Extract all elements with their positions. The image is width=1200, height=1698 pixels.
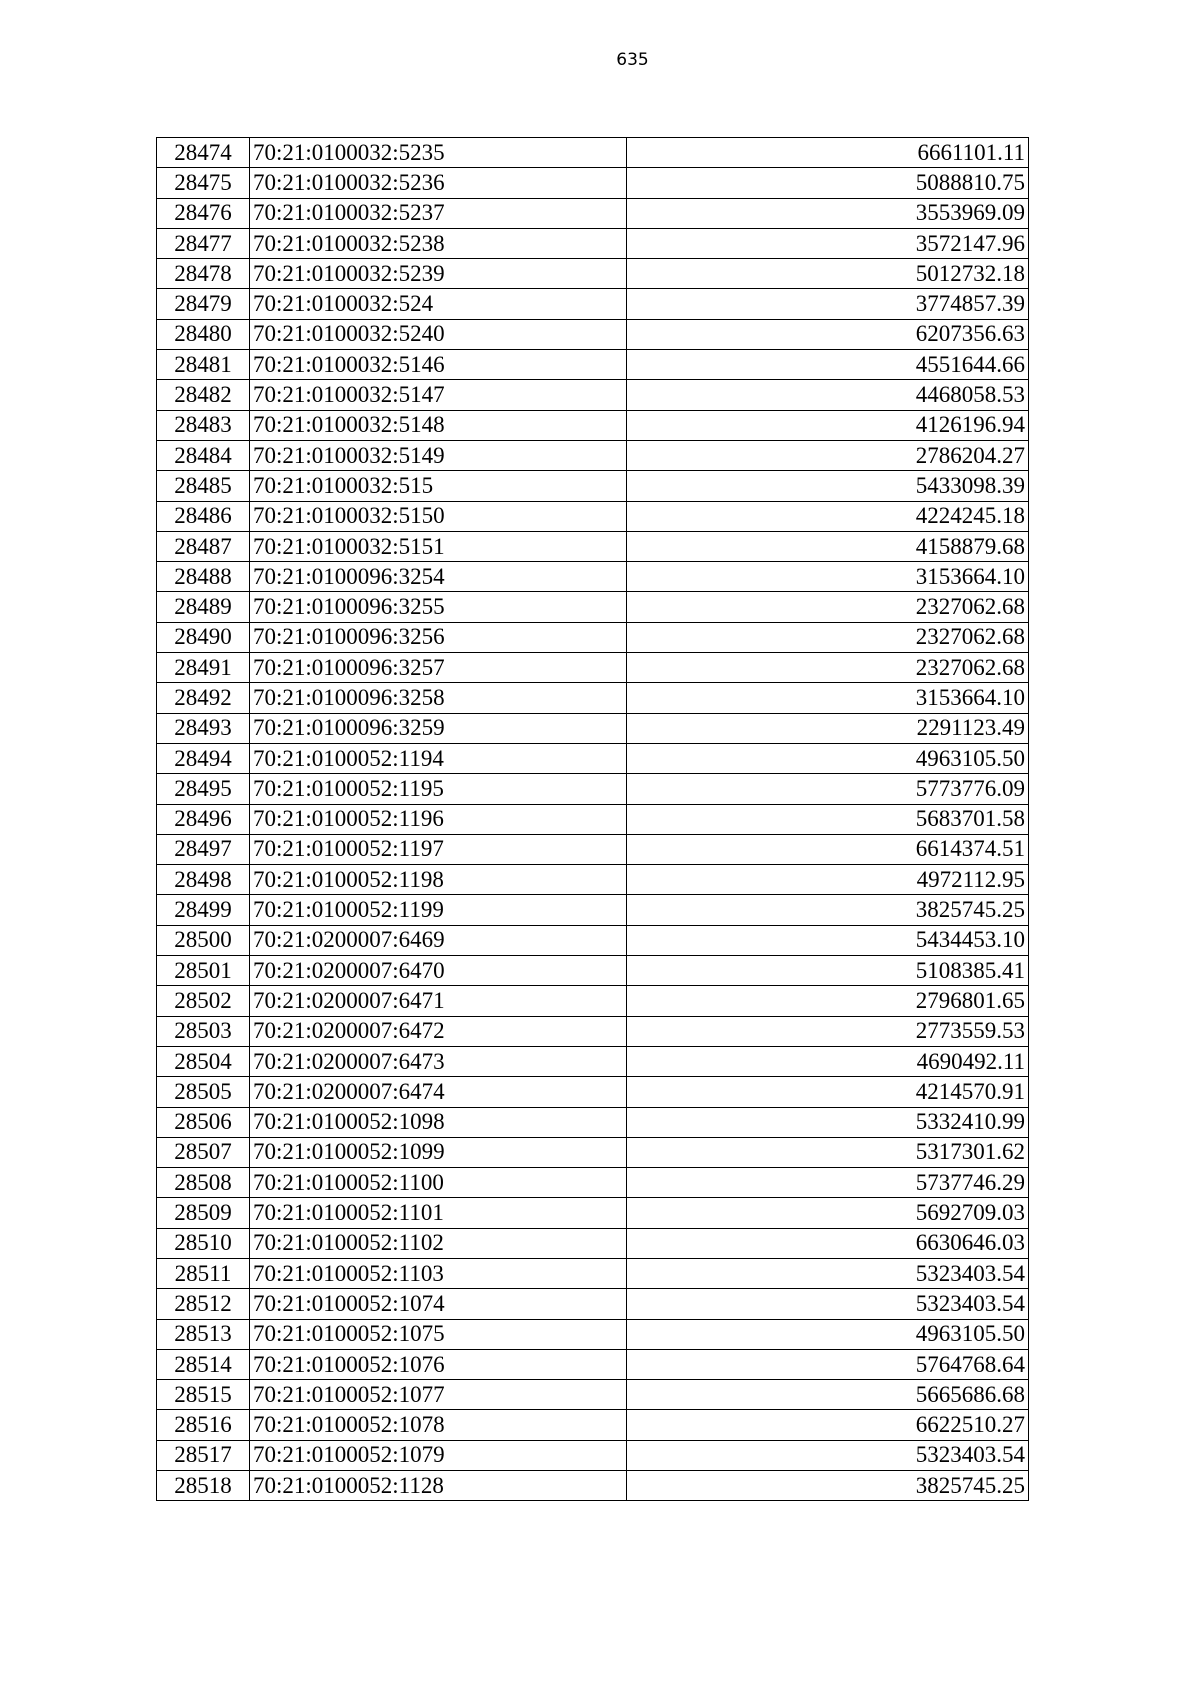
row-number-cell: 28512 — [157, 1289, 250, 1319]
row-number-cell: 28498 — [157, 865, 250, 895]
value-cell: 2773559.53 — [627, 1016, 1029, 1046]
table-row — [157, 1349, 1029, 1379]
table-row — [157, 1198, 1029, 1228]
value-cell: 2796801.65 — [627, 986, 1029, 1016]
value-cell: 5323403.54 — [627, 1289, 1029, 1319]
table-row — [157, 834, 1029, 864]
table-row — [157, 925, 1029, 955]
table-row — [157, 350, 1029, 380]
value-cell: 5692709.03 — [627, 1198, 1029, 1228]
value-cell: 5433098.39 — [627, 471, 1029, 501]
row-number-cell: 28477 — [157, 228, 250, 258]
value-cell: 2327062.68 — [627, 622, 1029, 652]
table-row — [157, 774, 1029, 804]
cadastral-number-cell: 70:21:0100052:1098 — [250, 1107, 627, 1137]
value-cell: 4468058.53 — [627, 380, 1029, 410]
value-cell: 5012732.18 — [627, 259, 1029, 289]
value-cell: 2327062.68 — [627, 653, 1029, 683]
row-number-cell: 28489 — [157, 592, 250, 622]
table-row — [157, 865, 1029, 895]
row-number-cell: 28483 — [157, 410, 250, 440]
value-cell: 5737746.29 — [627, 1168, 1029, 1198]
cadastral-number-cell: 70:21:0100052:1103 — [250, 1258, 627, 1288]
value-cell: 5434453.10 — [627, 925, 1029, 955]
cadastral-value-table — [156, 137, 1029, 1501]
row-number-cell: 28479 — [157, 289, 250, 319]
cadastral-number-cell: 70:21:0100052:1198 — [250, 865, 627, 895]
table-row — [157, 986, 1029, 1016]
value-cell: 4158879.68 — [627, 531, 1029, 561]
row-number-cell: 28476 — [157, 198, 250, 228]
row-number-cell: 28511 — [157, 1258, 250, 1288]
value-cell: 3553969.09 — [627, 198, 1029, 228]
table-row — [157, 683, 1029, 713]
table-row — [157, 1107, 1029, 1137]
row-number-cell: 28505 — [157, 1077, 250, 1107]
cadastral-number-cell: 70:21:0100052:1076 — [250, 1349, 627, 1379]
row-number-cell: 28491 — [157, 653, 250, 683]
cadastral-number-cell: 70:21:0100032:5148 — [250, 410, 627, 440]
cadastral-number-cell: 70:21:0100052:1100 — [250, 1168, 627, 1198]
page-number: 635 — [616, 50, 649, 70]
row-number-cell: 28494 — [157, 743, 250, 773]
row-number-cell: 28493 — [157, 713, 250, 743]
cadastral-number-cell: 70:21:0100052:1128 — [250, 1471, 627, 1501]
row-number-cell: 28484 — [157, 440, 250, 470]
cadastral-number-cell: 70:21:0100052:1099 — [250, 1137, 627, 1167]
row-number-cell: 28509 — [157, 1198, 250, 1228]
row-number-cell: 28490 — [157, 622, 250, 652]
row-number-cell: 28502 — [157, 986, 250, 1016]
value-cell: 5088810.75 — [627, 168, 1029, 198]
value-cell: 4690492.11 — [627, 1046, 1029, 1076]
value-cell: 6622510.27 — [627, 1410, 1029, 1440]
value-cell: 2327062.68 — [627, 592, 1029, 622]
cadastral-number-cell: 70:21:0100032:5151 — [250, 531, 627, 561]
cadastral-number-cell: 70:21:0100032:5239 — [250, 259, 627, 289]
table-row — [157, 1137, 1029, 1167]
row-number-cell: 28501 — [157, 956, 250, 986]
cadastral-number-cell: 70:21:0100032:5235 — [250, 138, 627, 168]
table-row — [157, 562, 1029, 592]
cadastral-number-cell: 70:21:0200007:6473 — [250, 1046, 627, 1076]
value-cell: 4972112.95 — [627, 865, 1029, 895]
row-number-cell: 28500 — [157, 925, 250, 955]
value-cell: 5665686.68 — [627, 1380, 1029, 1410]
value-cell: 5773776.09 — [627, 774, 1029, 804]
table-row — [157, 1440, 1029, 1470]
row-number-cell: 28474 — [157, 138, 250, 168]
value-cell: 5317301.62 — [627, 1137, 1029, 1167]
table-row — [157, 531, 1029, 561]
value-cell: 6614374.51 — [627, 834, 1029, 864]
table-row — [157, 1046, 1029, 1076]
row-number-cell: 28492 — [157, 683, 250, 713]
cadastral-number-cell: 70:21:0100096:3255 — [250, 592, 627, 622]
row-number-cell: 28517 — [157, 1440, 250, 1470]
cadastral-number-cell: 70:21:0100032:5238 — [250, 228, 627, 258]
cadastral-number-cell: 70:21:0100052:1197 — [250, 834, 627, 864]
table-row — [157, 956, 1029, 986]
cadastral-number-cell: 70:21:0100032:515 — [250, 471, 627, 501]
row-number-cell: 28508 — [157, 1168, 250, 1198]
cadastral-number-cell: 70:21:0200007:6470 — [250, 956, 627, 986]
row-number-cell: 28487 — [157, 531, 250, 561]
cadastral-number-cell: 70:21:0100032:5237 — [250, 198, 627, 228]
value-cell: 4214570.91 — [627, 1077, 1029, 1107]
cadastral-number-cell: 70:21:0200007:6472 — [250, 1016, 627, 1046]
row-number-cell: 28495 — [157, 774, 250, 804]
cadastral-number-cell: 70:21:0100032:5236 — [250, 168, 627, 198]
table-row — [157, 622, 1029, 652]
value-cell: 2291123.49 — [627, 713, 1029, 743]
table-row — [157, 1380, 1029, 1410]
row-number-cell: 28518 — [157, 1471, 250, 1501]
value-cell: 4224245.18 — [627, 501, 1029, 531]
value-cell: 4126196.94 — [627, 410, 1029, 440]
cadastral-number-cell: 70:21:0100032:5147 — [250, 380, 627, 410]
table-row — [157, 289, 1029, 319]
value-cell: 5323403.54 — [627, 1440, 1029, 1470]
value-cell: 4551644.66 — [627, 350, 1029, 380]
row-number-cell: 28503 — [157, 1016, 250, 1046]
table-row — [157, 1077, 1029, 1107]
row-number-cell: 28481 — [157, 350, 250, 380]
row-number-cell: 28480 — [157, 319, 250, 349]
cadastral-number-cell: 70:21:0200007:6474 — [250, 1077, 627, 1107]
value-cell: 2786204.27 — [627, 440, 1029, 470]
value-cell: 6630646.03 — [627, 1228, 1029, 1258]
value-cell: 6661101.11 — [627, 138, 1029, 168]
cadastral-number-cell: 70:21:0100052:1078 — [250, 1410, 627, 1440]
cadastral-number-cell: 70:21:0100096:3257 — [250, 653, 627, 683]
value-cell: 3825745.25 — [627, 895, 1029, 925]
value-cell: 3774857.39 — [627, 289, 1029, 319]
cadastral-number-cell: 70:21:0100052:1101 — [250, 1198, 627, 1228]
table-row — [157, 1289, 1029, 1319]
value-cell: 3825745.25 — [627, 1471, 1029, 1501]
row-number-cell: 28510 — [157, 1228, 250, 1258]
cadastral-number-cell: 70:21:0100032:5149 — [250, 440, 627, 470]
row-number-cell: 28504 — [157, 1046, 250, 1076]
cadastral-number-cell: 70:21:0100052:1079 — [250, 1440, 627, 1470]
value-cell: 5108385.41 — [627, 956, 1029, 986]
row-number-cell: 28497 — [157, 834, 250, 864]
table-row — [157, 1471, 1029, 1501]
table-row — [157, 1258, 1029, 1288]
row-number-cell: 28485 — [157, 471, 250, 501]
table-row — [157, 319, 1029, 349]
table-row — [157, 804, 1029, 834]
row-number-cell: 28516 — [157, 1410, 250, 1440]
cadastral-number-cell: 70:21:0100032:5150 — [250, 501, 627, 531]
cadastral-number-cell: 70:21:0100052:1196 — [250, 804, 627, 834]
table-row — [157, 1410, 1029, 1440]
table-row — [157, 138, 1029, 168]
value-cell: 3572147.96 — [627, 228, 1029, 258]
value-cell: 6207356.63 — [627, 319, 1029, 349]
table-row — [157, 1016, 1029, 1046]
cadastral-number-cell: 70:21:0100096:3254 — [250, 562, 627, 592]
table-row — [157, 259, 1029, 289]
cadastral-number-cell: 70:21:0100052:1194 — [250, 743, 627, 773]
value-cell: 4963105.50 — [627, 743, 1029, 773]
table-row — [157, 653, 1029, 683]
table-row — [157, 1168, 1029, 1198]
table-row — [157, 168, 1029, 198]
row-number-cell: 28496 — [157, 804, 250, 834]
table-row — [157, 743, 1029, 773]
value-cell: 5764768.64 — [627, 1349, 1029, 1379]
table-row — [157, 410, 1029, 440]
row-number-cell: 28506 — [157, 1107, 250, 1137]
row-number-cell: 28499 — [157, 895, 250, 925]
cadastral-number-cell: 70:21:0100032:5146 — [250, 350, 627, 380]
cadastral-number-cell: 70:21:0100096:3256 — [250, 622, 627, 652]
cadastral-number-cell: 70:21:0200007:6469 — [250, 925, 627, 955]
row-number-cell: 28482 — [157, 380, 250, 410]
table-body — [157, 138, 1029, 1501]
table-row — [157, 440, 1029, 470]
table-row — [157, 228, 1029, 258]
row-number-cell: 28513 — [157, 1319, 250, 1349]
value-cell: 4963105.50 — [627, 1319, 1029, 1349]
row-number-cell: 28486 — [157, 501, 250, 531]
table-row — [157, 380, 1029, 410]
cadastral-number-cell: 70:21:0100052:1195 — [250, 774, 627, 804]
row-number-cell: 28514 — [157, 1349, 250, 1379]
cadastral-number-cell: 70:21:0100052:1075 — [250, 1319, 627, 1349]
row-number-cell: 28507 — [157, 1137, 250, 1167]
value-cell: 5323403.54 — [627, 1258, 1029, 1288]
table-row — [157, 1319, 1029, 1349]
cadastral-number-cell: 70:21:0100032:5240 — [250, 319, 627, 349]
value-cell: 3153664.10 — [627, 683, 1029, 713]
value-cell: 3153664.10 — [627, 562, 1029, 592]
row-number-cell: 28515 — [157, 1380, 250, 1410]
table-row — [157, 592, 1029, 622]
cadastral-number-cell: 70:21:0100052:1102 — [250, 1228, 627, 1258]
table-row — [157, 713, 1029, 743]
value-cell: 5332410.99 — [627, 1107, 1029, 1137]
table-row — [157, 895, 1029, 925]
row-number-cell: 28475 — [157, 168, 250, 198]
cadastral-number-cell: 70:21:0100052:1199 — [250, 895, 627, 925]
row-number-cell: 28488 — [157, 562, 250, 592]
table-row — [157, 471, 1029, 501]
cadastral-number-cell: 70:21:0100052:1074 — [250, 1289, 627, 1319]
cadastral-number-cell: 70:21:0100096:3259 — [250, 713, 627, 743]
row-number-cell: 28478 — [157, 259, 250, 289]
cadastral-number-cell: 70:21:0200007:6471 — [250, 986, 627, 1016]
table-row — [157, 198, 1029, 228]
table-row — [157, 501, 1029, 531]
cadastral-number-cell: 70:21:0100052:1077 — [250, 1380, 627, 1410]
cadastral-number-cell: 70:21:0100096:3258 — [250, 683, 627, 713]
table-row — [157, 1228, 1029, 1258]
value-cell: 5683701.58 — [627, 804, 1029, 834]
cadastral-number-cell: 70:21:0100032:524 — [250, 289, 627, 319]
